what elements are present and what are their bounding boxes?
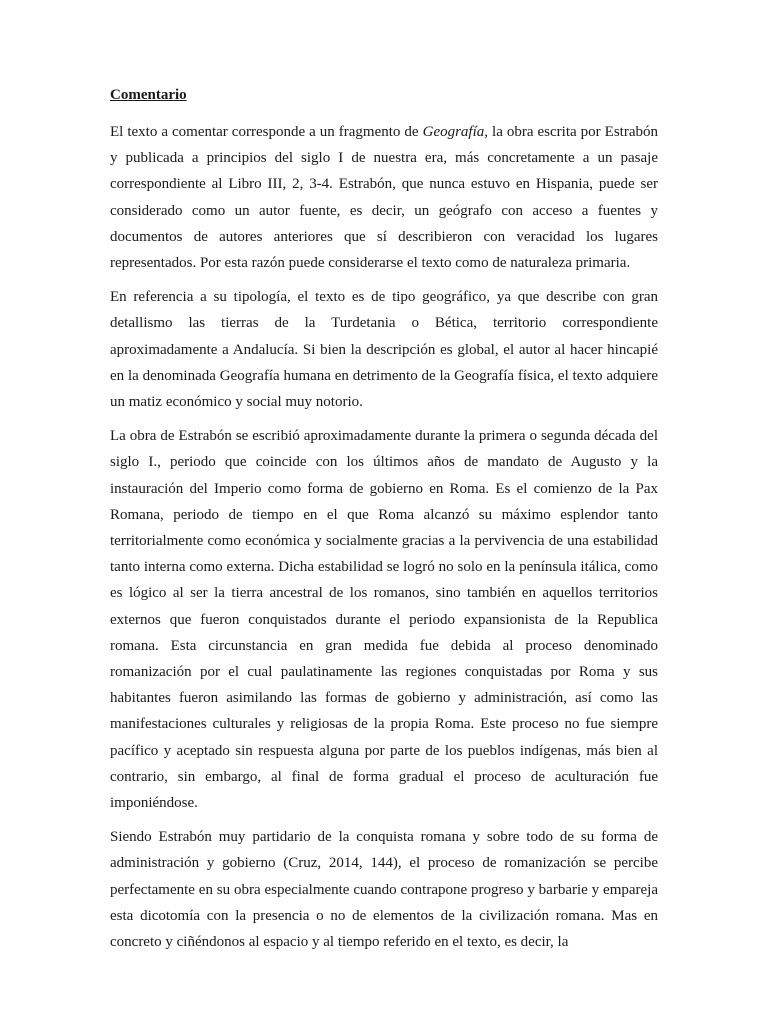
paragraph-introduction-text-end: , la obra escrita por Estrabón y publicada a principios del siglo I de nuestra era, más concretamente a un pasaje correspondiente al Libro III, 2, 3-4. Estrabón, que nunca estuvo en Hispania, puede ser considerado como un autor fuente, es decir, un geógrafo con acceso a fuentes y documentos de autores anteriores que sí describieron con veracidad los lugares representados. Por esta razón puede considerarse el texto como de naturaleza primaria. [110, 124, 658, 272]
paragraph-introduction [110, 119, 658, 276]
paragraph-introduction-text-start: El texto a comentar corresponde a un fragmento de [110, 124, 423, 140]
paragraph-historical-context: La obra de Estrabón se escribió aproximadamente durante la primera o segunda década del siglo I., periodo que coincide con los últimos años de mandato de Augusto y la instauración del Imperio como forma de gobierno en Roma. Es el comienzo de la Pax Romana, periodo de tiempo en el que Roma alcanzó su máximo esplendor tanto territorialmente como económica y socialmente gracias a la pervivencia de una estabilidad tanto interna como externa. Dicha estabilidad se logró no solo en la península itálica, como es lógico al ser la tierra ancestral de los romanos, sino también en aquellos territorios externos que fueron conquistados durante el periodo expansionista de la Republica romana. Esta circunstancia en gran medida fue debida al proceso denominado romanización por el cual paulatinamente las regiones conquistadas por Roma y sus habitantes fueron asimilando las formas de gobierno y administración, así como las manifestaciones culturales y religiosas de la propia Roma. Este proceso no fue siempre pacífico y aceptado sin respuesta alguna por parte de los pueblos indígenas, más bien al contrario, sin embargo, al final de forma gradual el proceso de aculturación fue imponiéndose. [110, 428, 658, 812]
paragraph-romanization: Siendo Estrabón muy partidario de la conquista romana y sobre todo de su forma de administración y gobierno (Cruz, 2014, 144), el proceso de romanización se percibe perfectamente en su obra especialmente cuando contrapone progreso y barbarie y empareja esta dicotomía con la presencia o no de elementos de la civilización romana. Mas en concreto y ciñéndonos al espacio y al tiempo referido en el texto, es decir, la [110, 829, 658, 951]
work-title-italic: Geografía [422, 124, 485, 140]
document-page [110, 84, 658, 955]
document-heading: Comentario [110, 87, 187, 103]
paragraph-typology: En referencia a su tipología, el texto es de tipo geográfico, ya que describe con gran detallismo las tierras de la Turdetania o Bética, territorio correspondiente aproximadamente a Andalucía. Si bien la descripción es global, el autor al hacer hincapié en la denominada Geografía humana en detrimento de la Geografía física, el texto adquiere un matiz económico y social muy notorio. [110, 289, 658, 411]
